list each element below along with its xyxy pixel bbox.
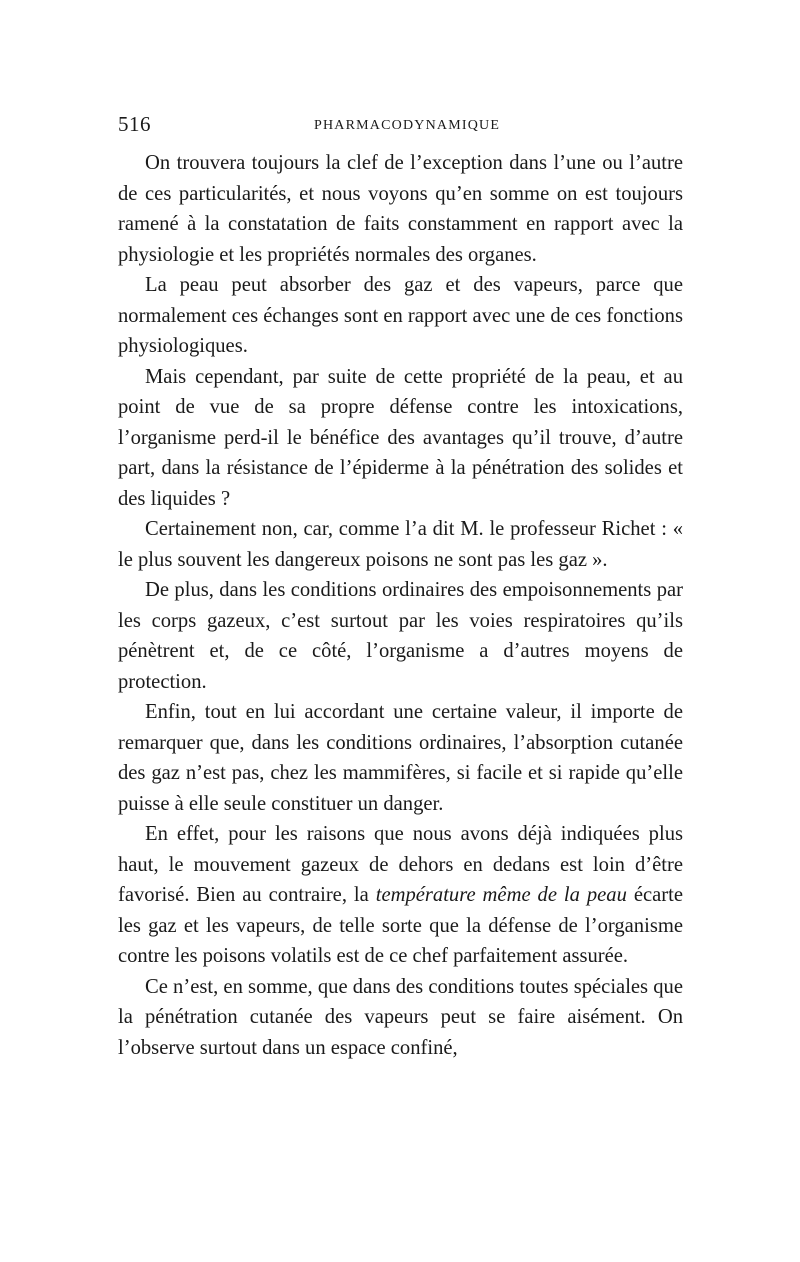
- body-text: [118, 148, 683, 1063]
- page-number: 516: [118, 112, 151, 136]
- paragraph-4: Certainement non, car, comme l’a dit M. le professeur Richet : « le plus souvent les dangereux poisons ne sont pas les gaz ».: [118, 518, 683, 571]
- paragraph-6: Enfin, tout en lui accordant une certaine valeur, il importe de remarquer que, dans les conditions ordinaires, l’absorption cutanée des gaz n’est pas, chez les mammifères, si facile et si rapide qu’elle puisse à elle seule constituer un danger.: [118, 701, 683, 815]
- paragraph-8: Ce n’est, en somme, que dans des conditions toutes spéciales que la pénétration cutanée des vapeurs peut se faire aisément. On l’observe surtout dans un espace confiné,: [118, 975, 683, 1059]
- paragraph-7-emphasis: température même de la peau: [375, 884, 627, 906]
- page-header: [118, 112, 683, 142]
- paragraph-7-text-after: écarte les gaz et les vapeurs, de telle sorte que la défense de l’organisme contre les poisons volatils est de ce chef parfaitement assurée.: [118, 884, 683, 967]
- running-head: PHARMACODYNAMIQUE: [314, 118, 501, 133]
- paragraph-1: On trouvera toujours la clef de l’exception dans l’une ou l’autre de ces particularités, et nous voyons qu’en somme on est toujours ramené à la constatation de faits constamment en rapport avec la physiologie et les propriétés normales des organes.: [118, 152, 683, 266]
- paragraph-2: La peau peut absorber des gaz et des vapeurs, parce que normalement ces échanges sont en rapport avec une de ces fonctions physiologiques.: [118, 274, 683, 357]
- book-page: [118, 112, 683, 1063]
- paragraph-5: De plus, dans les conditions ordinaires des empoisonnements par les corps gazeux, c’est surtout par les voies respiratoires qu’ils pénètrent et, de ce côté, l’organisme a d’autres moyens de protection.: [118, 579, 683, 693]
- paragraph-3: Mais cependant, par suite de cette propriété de la peau, et au point de vue de sa propre défense contre les intoxications, l’organisme perd-il le bénéfice des avantages qu’il trouve, d’autre part, dans la résistance de l’épiderme à la pénétration des solides et des liquides ?: [118, 365, 683, 510]
- paragraph-7: [118, 819, 683, 972]
- paragraph-7-text-before: En effet, pour les raisons que nous avons déjà indiquées plus haut, le mouvement gazeux de dehors en dedans est loin d’être favorisé. Bien au contraire, la: [118, 823, 683, 906]
